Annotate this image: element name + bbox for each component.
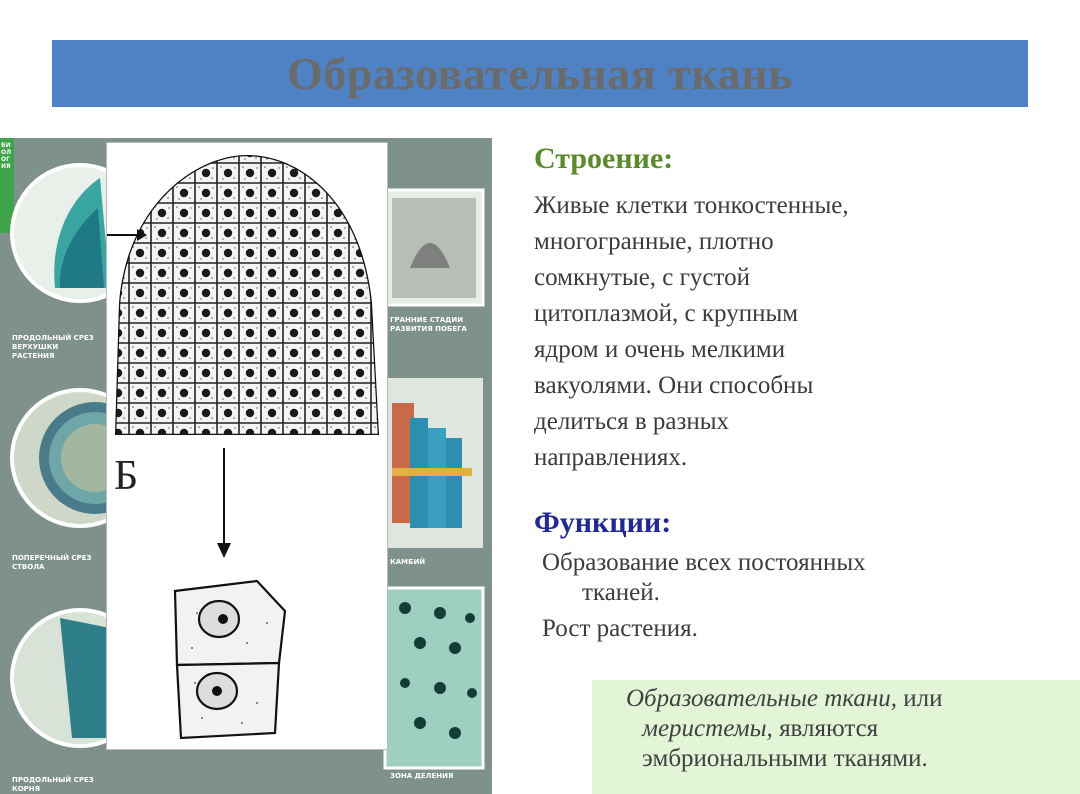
structure-line: многогранные, плотно	[534, 228, 774, 255]
note-term-2: меристемы,	[642, 715, 773, 742]
functions-heading: Функции:	[534, 506, 672, 539]
caption-stem-section: ПОПЕРЕЧНЫЙ СРЕЗ СТВОЛА	[12, 554, 92, 571]
structure-line: цитоплазмой, с крупным	[534, 300, 799, 327]
page-title: Образовательная ткань	[287, 48, 793, 99]
structure-heading: Строение:	[534, 142, 674, 175]
structure-line: сомкнутые, с густой	[534, 264, 750, 291]
function-item	[542, 548, 962, 608]
structure-line: делиться в разных	[534, 408, 730, 435]
function-1-line1: Образование всех постоянных	[542, 549, 866, 576]
caption-division-zone: ЗОНА ДЕЛЕНИЯ	[390, 772, 454, 780]
structure-line: вакуолями. Они способны	[534, 372, 814, 399]
caption-shoot-stages: ГРАННИЕ СТАДИИ РАЗВИТИЯ ПОБЕГА	[390, 316, 467, 333]
drawing-label: Б	[114, 453, 139, 499]
note-rest-1: являются	[772, 715, 879, 742]
note-rest-2: эмбриональными тканями.	[642, 745, 928, 772]
side-tab-label: БИОЛОГИЯ	[1, 142, 12, 170]
structure-description	[534, 188, 954, 476]
function-1-line2: тканей.	[582, 579, 660, 606]
caption-shoot-apex: ПРОДОЛЬНЫЙ СРЕЗ ВЕРХУШКИ РАСТЕНИЯ	[12, 334, 94, 360]
note-conjunction: или	[897, 685, 943, 712]
title-banner	[52, 40, 1028, 107]
caption-root-section: ПРОДОЛЬНЫЙ СРЕЗ КОРНЯ	[12, 776, 94, 793]
meristem-cells-svg	[107, 143, 387, 749]
meristem-drawing	[106, 142, 388, 750]
structure-line: Живые клетки тонкостенные,	[534, 192, 849, 219]
structure-line: ядром и очень мелкими	[534, 336, 786, 363]
note-term-1: Образовательные ткани,	[626, 685, 897, 712]
meristem-dome	[115, 155, 379, 435]
function-item: Рост растения.	[542, 615, 698, 642]
caption-cambium: КАМБИЙ	[390, 558, 426, 566]
note-text	[626, 684, 1046, 774]
structure-line: направлениях.	[534, 444, 688, 471]
